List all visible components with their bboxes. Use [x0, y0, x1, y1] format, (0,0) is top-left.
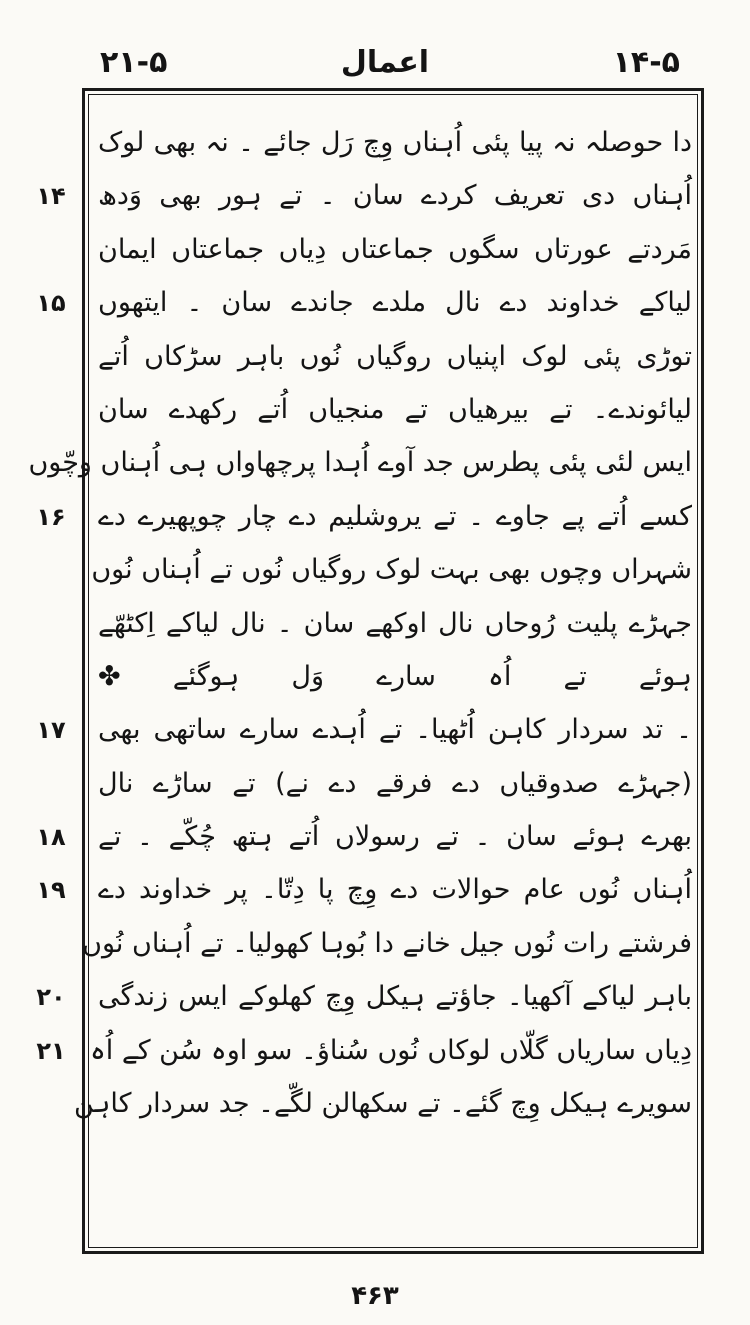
- text-line: اُہناں دی تعریف کردے سان ۔ تے ہور بھی وَدھ: [98, 180, 692, 212]
- verse-number: ۱۹: [36, 876, 66, 905]
- text-line: ہوئے تے اُہ سارے وَل ہوگئے ✤: [98, 660, 692, 692]
- verse-number: ۲۰: [36, 983, 66, 1012]
- verse-number: ۱۵: [36, 288, 66, 317]
- header-chapter-range-start: ۱۴-۵: [612, 45, 680, 80]
- text-line: لیاکے خداوند دے نال ملدے جاندے سان ۔ ایتھوں: [98, 287, 692, 319]
- verse-number-column: [26, 0, 76, 1325]
- text-line: اُہناں نُوں عام حوالات دے وِچ پا دِتّا۔ پر خداوند دے: [98, 874, 692, 906]
- text-line: شہراں وچوں بھی بہت لوک روگیاں نُوں تے اُہناں نُوں: [91, 554, 692, 586]
- text-line: ۔ تد سردار کاہن اُٹھیا۔ تے اُہدے سارے ساتھی بھی: [98, 714, 692, 746]
- text-line: ایس لئی پئی پطرس جد آوے اُہدا پرچھاواں ہی اُہناں وچّوں: [28, 447, 692, 479]
- verse-number: ۱۴: [36, 182, 66, 211]
- text-line: دا حوصلہ نہ پیا پئی اُہناں وِچ رَل جائے ۔ نہ بھی لوک: [98, 127, 692, 158]
- page-number: ۴۶۳: [351, 1281, 399, 1311]
- text-line: باہر لیاکے آکھیا۔ جاؤتے ہیکل وِچ کھلوکے ایس زندگی: [98, 981, 692, 1013]
- text-line: دِیاں ساریاں گلّاں لوکاں نُوں سُناؤ۔ سو اوہ سُن کے اُہ: [89, 1034, 692, 1066]
- verse-number: ۲۱: [36, 1036, 66, 1065]
- text-line: بھرے ہوئے سان ۔ تے رسولاں اُتے ہتھ چُکّے ۔ تے: [98, 821, 692, 853]
- text-line: (جہڑے صدوقیاں دے فرقے دے نے) تے ساڑے نال: [98, 767, 692, 799]
- verse-number: ۱۸: [36, 822, 66, 851]
- verse-number: ۱۶: [36, 502, 66, 531]
- text-line: سویرے ہیکل وِچ گئے۔ تے سکھالن لگّے۔ جد سردار کاہن: [74, 1088, 692, 1120]
- text-line: کسے اُتے پے جاوے ۔ تے یروشلیم دے چار چوپھیرے دے: [98, 500, 692, 532]
- text-line: جہڑے پلیت رُوحاں نال اوکھے سان ۔ نال لیاکے اِکٹھّے: [98, 607, 692, 639]
- header-chapter-range-end: ۲۱-۵: [100, 45, 168, 80]
- text-line: فرشتے رات نُوں جیل خانے دا بُوہا کھولیا۔ تے اُہناں نُوں: [82, 927, 692, 959]
- text-line: لیائوندے۔ تے بیرھیاں تے منجیاں اُتے رکھدے سان: [98, 393, 692, 425]
- page-header: [80, 38, 690, 88]
- text-line: توڑی پئی لوک اپنیاں روگیاں نُوں باہر سڑکاں اُتے: [98, 340, 692, 372]
- header-book-title: اعمال: [340, 45, 430, 80]
- text-line: مَردتے عورتاں سگوں جماعتاں دِیاں جماعتاں ایمان: [98, 233, 692, 265]
- verse-number: ۱۷: [36, 716, 66, 745]
